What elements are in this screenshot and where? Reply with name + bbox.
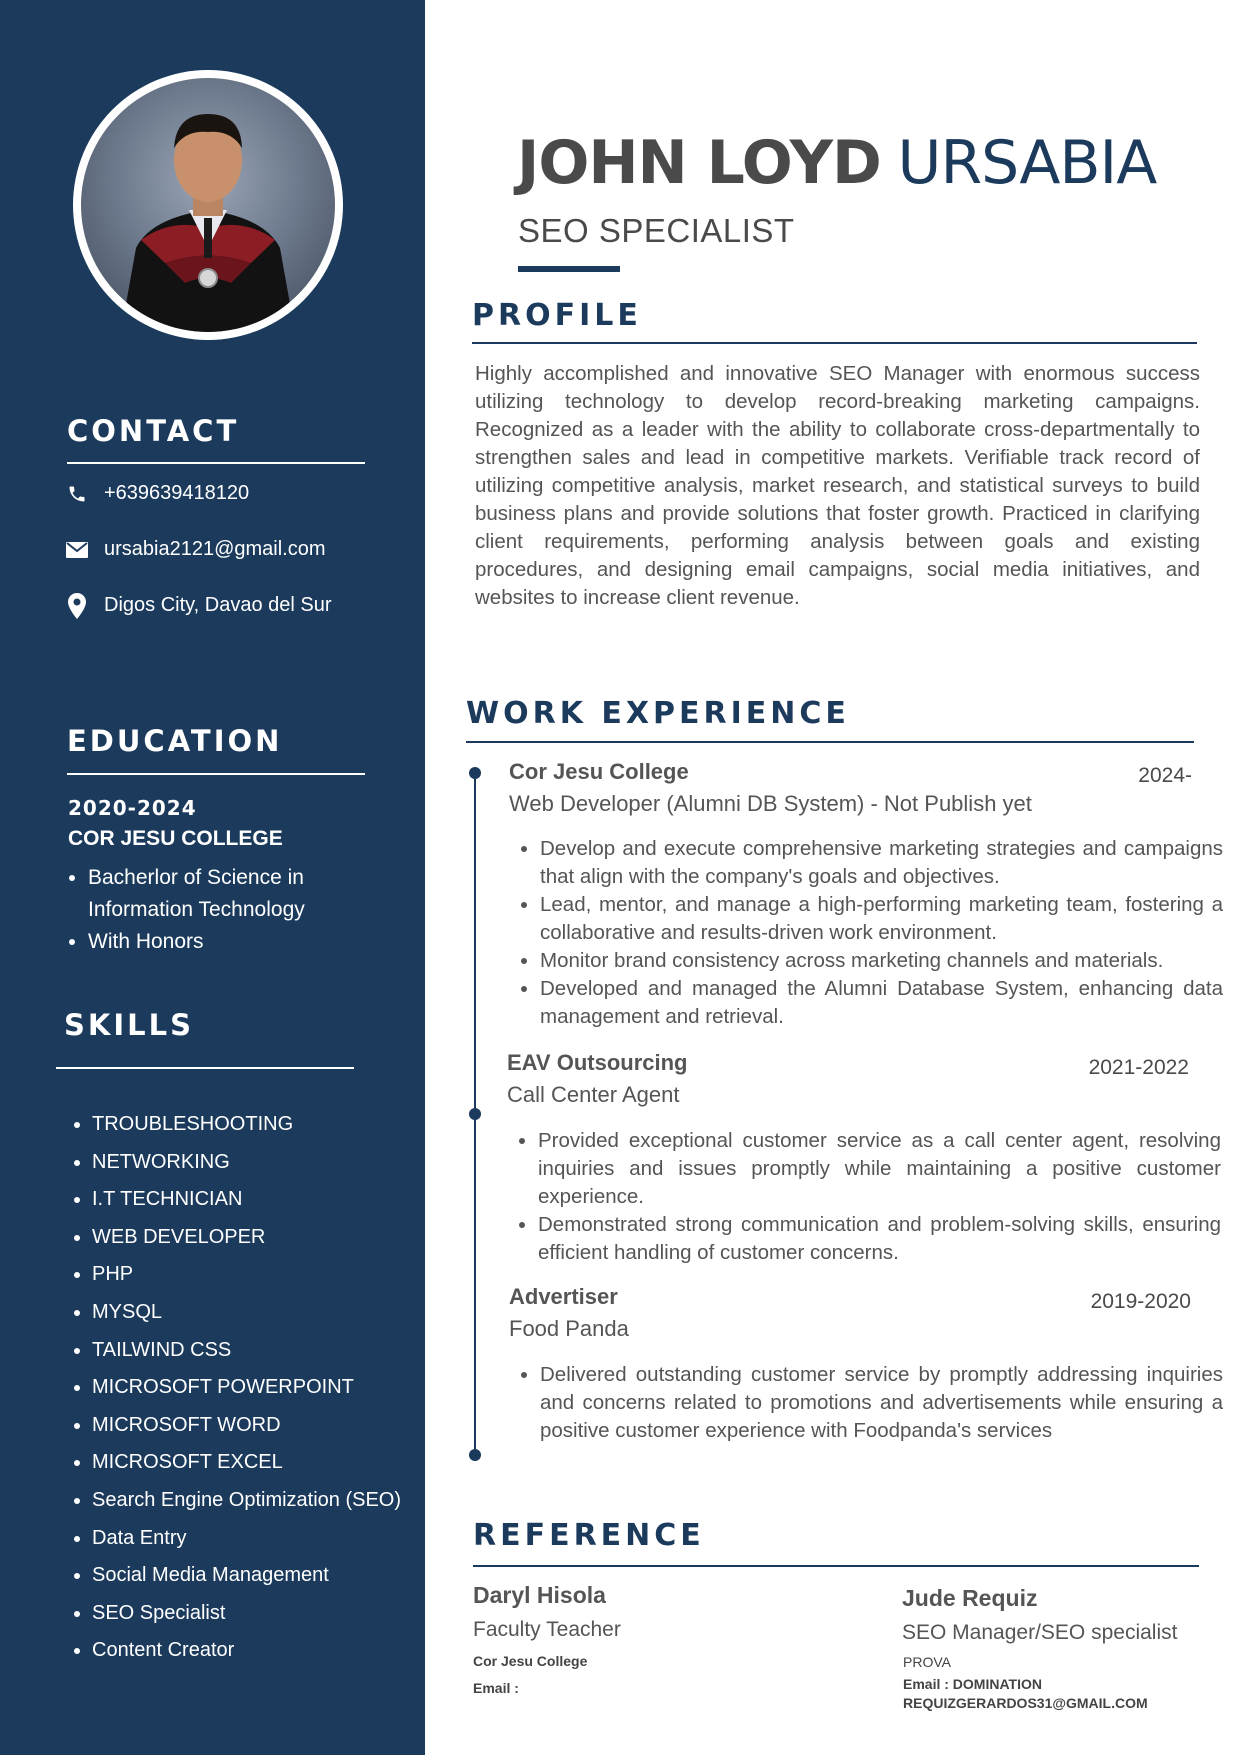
- list-item: • MICROSOFT EXCEL: [92, 1444, 412, 1482]
- list-item: • Provided exceptional customer service as a call center agent, resolving inquiries and issues promptly while maintaining a positive customer experience.: [538, 1127, 1221, 1211]
- list-item: • Lead, mentor, and manage a high-performing marketing team, fostering a collaborative and results-driven work environment.: [540, 891, 1223, 947]
- education-heading: EDUCATION: [67, 724, 283, 758]
- contact-phone: [66, 482, 249, 505]
- education-school: COR JESU COLLEGE: [68, 827, 283, 850]
- sidebar: [0, 0, 425, 1755]
- reference-divider: [473, 1565, 1199, 1567]
- job-bullets: [510, 835, 1223, 1031]
- list-item: • MICROSOFT WORD: [92, 1407, 412, 1445]
- reference-email: [473, 1680, 519, 1696]
- full-name: [517, 128, 1156, 198]
- job-company: Advertiser: [509, 1284, 618, 1309]
- timeline-dot: [469, 1108, 481, 1120]
- first-name: JOHN LOYD: [517, 128, 881, 198]
- job-date: 2021-2022: [1088, 1056, 1189, 1079]
- phone-number[interactable]: +639639418120: [104, 482, 250, 504]
- profile-text: Highly accomplished and innovative SEO Manager with enormous success utilizing technology to develop record-breaking marketing campaigns. Recognized as a leader with the ability to collaborate cross-departmentally to strengthen sales and lead in competitive markets. Verifiable track record of utilizing competitive analysis, market research, and statistical surveys to build business plans and provide solutions that foster growth. Practiced in clarifying client requirements, performing analysis between goals and existing procedures, and designing email campaigns, social media initiatives, and websites to increase client revenue.: [475, 362, 1200, 609]
- list-item: • TAILWIND CSS: [92, 1332, 412, 1370]
- list-item: • PHP: [92, 1256, 412, 1294]
- list-item: • TROUBLESHOOTING: [92, 1106, 412, 1144]
- reference-org: PROVA: [903, 1654, 951, 1670]
- contact-divider: [67, 462, 365, 464]
- profile-divider: [472, 342, 1197, 344]
- avatar: [81, 78, 335, 332]
- last-name: URSABIA: [897, 128, 1157, 198]
- education-years: 2020-2024: [68, 796, 197, 820]
- mail-icon: [66, 539, 88, 561]
- reference-org: Cor Jesu College: [473, 1653, 588, 1669]
- email-address[interactable]: ursabia2121@gmail.com: [104, 538, 326, 560]
- list-item: • Social Media Management: [92, 1557, 412, 1595]
- list-item: • Demonstrated strong communication and problem-solving skills, ensuring efficient handling of customer concerns.: [538, 1211, 1221, 1267]
- job-role: Call Center Agent: [507, 1082, 680, 1107]
- list-item: • WEB DEVELOPER: [92, 1219, 412, 1257]
- skills-list: [66, 1106, 412, 1670]
- job-bullets: [510, 1361, 1223, 1445]
- reference-email-label: Email :: [473, 1680, 519, 1696]
- job-date: 2024-: [1138, 764, 1192, 787]
- reference-email-value[interactable]: DOMINATION REQUIZGERARDOS31@GMAIL.COM: [903, 1676, 1148, 1711]
- reference-name: Jude Requiz: [902, 1585, 1038, 1611]
- list-item: • SEO Specialist: [92, 1595, 412, 1633]
- list-item: • MICROSOFT POWERPOINT: [92, 1369, 412, 1407]
- list-item: • Bacherlor of Science in Information Technology: [88, 862, 388, 926]
- education-divider: [67, 773, 365, 775]
- job-company: Cor Jesu College: [509, 759, 689, 784]
- work-divider: [466, 741, 1194, 743]
- reference-email-label: Email :: [903, 1676, 949, 1692]
- work-heading: WORK EXPERIENCE: [466, 696, 850, 731]
- title-accent-bar: [518, 266, 620, 272]
- list-item: • With Honors: [88, 926, 388, 958]
- contact-heading: CONTACT: [67, 414, 240, 448]
- job-date: 2019-2020: [1090, 1290, 1191, 1313]
- profile-photo: [73, 70, 343, 340]
- list-item: • Search Engine Optimization (SEO): [92, 1482, 412, 1520]
- job-bullets: [508, 1127, 1221, 1267]
- list-item: • I.T TECHNICIAN: [92, 1181, 412, 1219]
- list-item: • Data Entry: [92, 1520, 412, 1558]
- reference-heading: REFERENCE: [473, 1518, 705, 1553]
- list-item: • Develop and execute comprehensive marketing strategies and campaigns that align with the company's goals and objectives.: [540, 835, 1223, 891]
- job-title: SEO SPECIALIST: [518, 212, 795, 249]
- list-item: • Monitor brand consistency across marketing channels and materials.: [540, 947, 1223, 975]
- location-pin-icon: [66, 595, 88, 617]
- graduate-portrait-illustration: [81, 78, 335, 332]
- phone-icon: [66, 483, 88, 505]
- reference-email: [903, 1675, 1203, 1713]
- timeline-dot: [469, 1449, 481, 1461]
- reference-role: Faculty Teacher: [473, 1618, 621, 1641]
- education-list: [62, 862, 388, 958]
- skills-divider: [56, 1067, 354, 1069]
- contact-email: [66, 538, 326, 561]
- reference-role: SEO Manager/SEO specialist: [902, 1621, 1178, 1644]
- job-role: Web Developer (Alumni DB System) - Not Publish yet: [509, 791, 1032, 816]
- reference-name: Daryl Hisola: [473, 1582, 606, 1608]
- contact-location: [66, 594, 332, 617]
- list-item: • Developed and managed the Alumni Database System, enhancing data management and retrieval.: [540, 975, 1223, 1031]
- profile-heading: PROFILE: [472, 298, 642, 333]
- timeline-dot: [469, 767, 481, 779]
- list-item: • NETWORKING: [92, 1144, 412, 1182]
- list-item: • MYSQL: [92, 1294, 412, 1332]
- list-item: • Delivered outstanding customer service by promptly addressing inquiries and concerns related to promotions and advertisements while ensuring a positive customer experience with Foodpanda's services: [540, 1361, 1223, 1445]
- list-item: • Content Creator: [92, 1632, 412, 1670]
- skills-heading: SKILLS: [64, 1008, 194, 1042]
- job-role: Food Panda: [509, 1316, 629, 1341]
- location-text: Digos City, Davao del Sur: [104, 594, 332, 616]
- job-company: EAV Outsourcing: [507, 1050, 688, 1075]
